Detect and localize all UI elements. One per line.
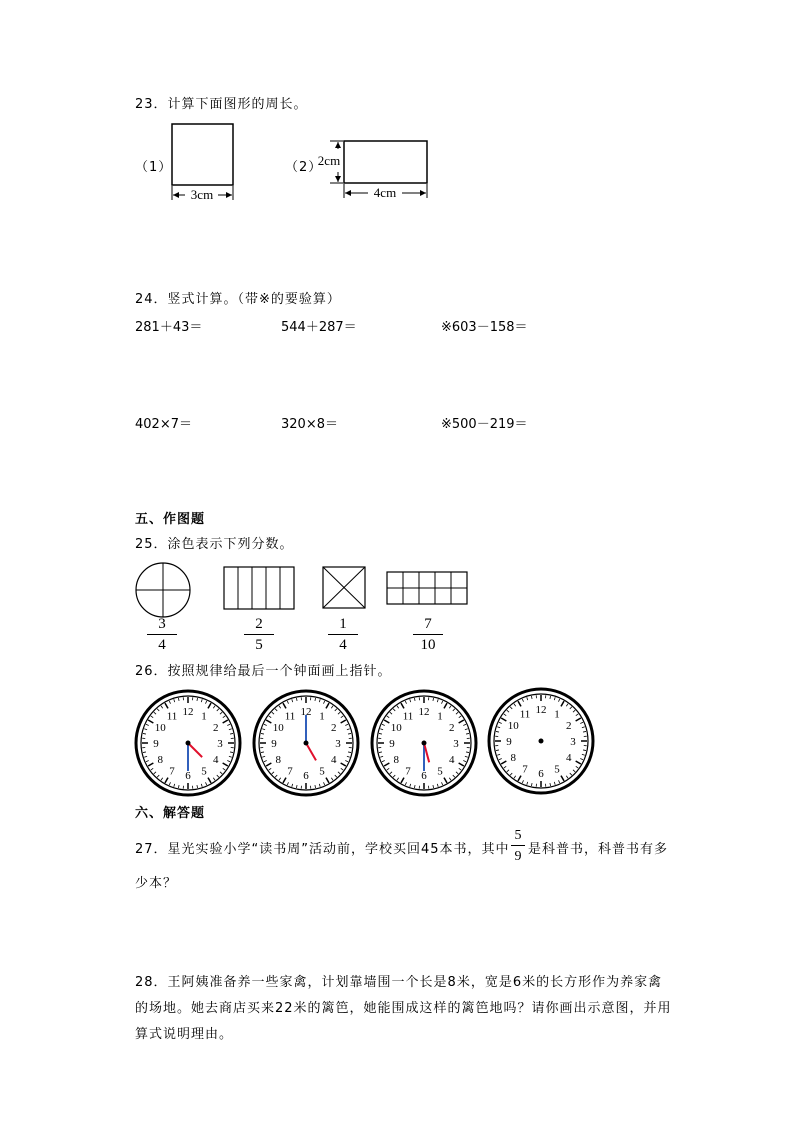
- clock-number: 10: [272, 722, 284, 734]
- clock-number: 5: [437, 765, 443, 778]
- clock-number: 7: [522, 763, 528, 776]
- q27-text-end: 是科普书，科普书有多: [528, 842, 669, 857]
- q23-title: 23．计算下面图形的周长。: [135, 97, 308, 112]
- clock-number: 9: [506, 736, 512, 748]
- clock-number: 8: [275, 754, 282, 766]
- clock-number: 3: [335, 738, 341, 750]
- clock-number: 6: [303, 770, 309, 782]
- clock-face: [136, 691, 240, 795]
- clock-face[interactable]: [489, 689, 593, 793]
- fraction-label: 3 4: [147, 617, 177, 653]
- clock-number: 1: [554, 708, 560, 721]
- q27-text-start: 27．星光实验小学“读书周”活动前，学校买回45本书，其中: [135, 842, 510, 857]
- fraction-label: 2 5: [244, 617, 274, 653]
- clock-number: 8: [510, 752, 517, 764]
- clock-number: 1: [319, 710, 325, 723]
- section-5-title: 五、作图题: [135, 512, 206, 527]
- clock-number: 10: [390, 722, 402, 734]
- rectangle-width-label: 4cm: [373, 185, 397, 200]
- clock-number: 4: [565, 752, 572, 764]
- section-6-title: 六、解答题: [135, 806, 206, 821]
- clock-number: 3: [453, 738, 459, 750]
- clock-number: 4: [212, 754, 219, 766]
- q24-title: 24．竖式计算。（带※的要验算）: [135, 292, 341, 307]
- q28-text-line2: 的场地。她去商店买来22米的篱笆，她能围成这样的篱笆地吗？请你画出示意图，并用: [135, 1001, 672, 1016]
- clock-number: 5: [319, 765, 325, 778]
- clock-number: 4: [330, 754, 337, 766]
- q25-title: 25．涂色表示下列分数。: [135, 537, 294, 552]
- clock-number: 9: [271, 738, 277, 750]
- fraction-label: 7 10: [413, 617, 443, 653]
- clock-number: 7: [169, 765, 175, 778]
- clock-number: 8: [157, 754, 164, 766]
- clock-number: 5: [201, 765, 207, 778]
- rectangle-height-label: 2cm: [317, 153, 341, 168]
- clock-number: 11: [519, 708, 531, 721]
- clock-center-dot: [304, 741, 309, 746]
- clock-number: 9: [389, 738, 395, 750]
- clock-center-dot: [539, 739, 544, 744]
- q28-text-line1: 28．王阿姨准备养一些家禽，计划靠墙围一个长是8米，宽是6米的长方形作为养家禽: [135, 975, 663, 990]
- clock-number: 8: [393, 754, 400, 766]
- clock-number: 2: [330, 722, 337, 734]
- clock-number: 6: [185, 770, 191, 782]
- clock-number: 2: [212, 722, 219, 734]
- clock-number: 12: [418, 706, 430, 718]
- clock-number: 10: [154, 722, 166, 734]
- q27-fraction: 5 9: [511, 828, 525, 864]
- clock-number: 3: [570, 736, 576, 748]
- clock-center-dot: [186, 741, 191, 746]
- clock-number: 11: [284, 710, 296, 723]
- fraction-label: 1 4: [328, 617, 358, 653]
- clock-face: [372, 691, 476, 795]
- q27-text-line2: 少本？: [135, 876, 178, 891]
- q23-label-1: （1）: [135, 160, 173, 175]
- calc-problem: 402×7＝: [135, 417, 192, 432]
- calc-problem: ※500－219＝: [441, 417, 528, 432]
- clock-number: 5: [554, 763, 560, 776]
- calc-problem: 544＋287＝: [281, 320, 357, 335]
- clock-number: 12: [535, 704, 547, 716]
- clock-number: 11: [402, 710, 414, 723]
- clock-number: 4: [448, 754, 455, 766]
- calc-problem: ※603－158＝: [441, 320, 528, 335]
- clock-number: 10: [507, 720, 519, 732]
- clock-number: 7: [405, 765, 411, 778]
- clock-number: 6: [421, 770, 427, 782]
- clock-number: 6: [538, 768, 544, 780]
- q28-text-line3: 算式说明理由。: [135, 1027, 234, 1042]
- clock-number: 9: [153, 738, 159, 750]
- square-dimension-label: 3cm: [190, 187, 214, 202]
- clock-face: [254, 691, 358, 795]
- clock-number: 12: [300, 706, 312, 718]
- q23-label-2: （2）: [285, 160, 323, 175]
- clock-number: 12: [182, 706, 194, 718]
- clock-number: 1: [437, 710, 443, 723]
- q26-title: 26．按照规律给最后一个钟面画上指针。: [135, 664, 392, 679]
- clock-number: 7: [287, 765, 293, 778]
- clock-number: 11: [166, 710, 178, 723]
- clock-number: 2: [448, 722, 455, 734]
- calc-problem: 281＋43＝: [135, 320, 203, 335]
- clock-number: 1: [201, 710, 207, 723]
- calc-problem: 320×8＝: [281, 417, 338, 432]
- clock-center-dot: [422, 741, 427, 746]
- clock-number: 2: [565, 720, 572, 732]
- clock-number: 3: [217, 738, 223, 750]
